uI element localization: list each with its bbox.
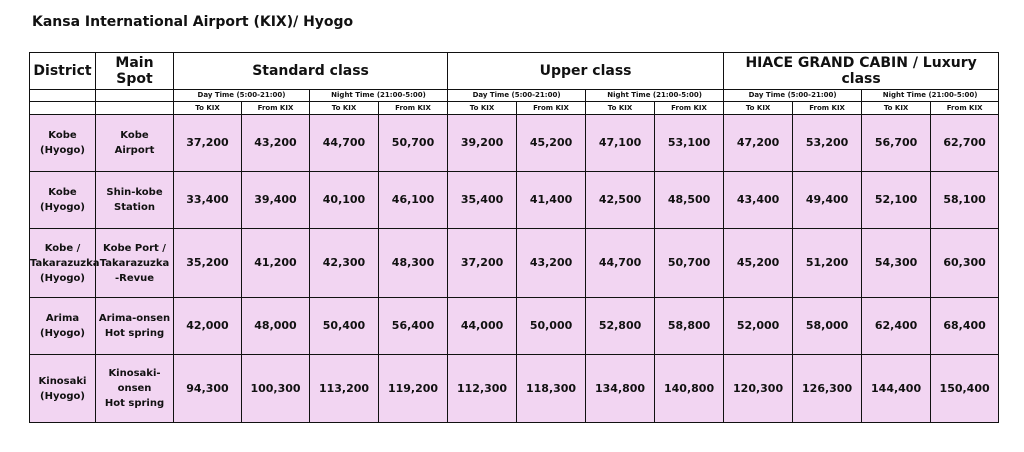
district-line: (Hyogo) [40, 272, 85, 284]
district-line: Takarazuzka [30, 257, 100, 269]
fare-cell: 112,300 [448, 355, 517, 423]
spot-line: -Revue [114, 272, 155, 284]
fare-cell: 48,000 [242, 298, 310, 355]
blank-cell [96, 102, 174, 115]
spot-line: Hot spring [104, 398, 165, 409]
day-time-header: Day Time (5:00-21:00) [448, 90, 586, 102]
to-kix-header: To KIX [448, 102, 517, 115]
fare-cell: 119,200 [379, 355, 448, 423]
fare-cell: 126,300 [793, 355, 862, 423]
fare-cell: 37,200 [448, 229, 517, 298]
fare-cell: 58,100 [931, 172, 999, 229]
district-header: District [30, 53, 96, 90]
spot-line: Kobe Port / [103, 242, 166, 254]
fare-cell: 49,400 [793, 172, 862, 229]
table-row [30, 229, 999, 298]
fare-cell: 120,300 [724, 355, 793, 423]
district-line: (Hyogo) [40, 202, 85, 213]
fare-cell: 42,300 [310, 229, 379, 298]
page-title: Kansa International Airport (KIX)/ Hyogo [32, 14, 354, 30]
fare-cell: 45,200 [724, 229, 793, 298]
to-kix-header: To KIX [174, 102, 242, 115]
fare-cell: 54,300 [862, 229, 931, 298]
fare-cell: 52,000 [724, 298, 793, 355]
district-cell [30, 172, 96, 229]
spot-line: Hot spring [104, 328, 165, 339]
table-row [30, 115, 999, 172]
fare-cell: 150,400 [931, 355, 999, 423]
blank-cell [30, 90, 96, 102]
fare-cell: 52,800 [586, 298, 655, 355]
district-line: Kobe [48, 130, 77, 141]
fare-cell: 144,400 [862, 355, 931, 423]
district-line: (Hyogo) [40, 390, 85, 402]
fare-table [29, 52, 999, 423]
spot-line: Arima-onsen [98, 313, 171, 324]
fare-cell: 41,400 [517, 172, 586, 229]
district-line: Kobe / [44, 242, 81, 254]
district-cell [30, 115, 96, 172]
spot-line: onsen [117, 383, 152, 394]
blank-cell [30, 102, 96, 115]
fare-cell: 53,100 [655, 115, 724, 172]
fare-cell: 100,300 [242, 355, 310, 423]
to-kix-header: To KIX [310, 102, 379, 115]
fare-cell: 58,000 [793, 298, 862, 355]
day-time-header: Day Time (5:00-21:00) [724, 90, 862, 102]
fare-cell: 51,200 [793, 229, 862, 298]
fare-cell: 39,200 [448, 115, 517, 172]
fare-cell: 44,000 [448, 298, 517, 355]
fare-cell: 42,000 [174, 298, 242, 355]
spot-line: Airport [114, 145, 155, 156]
spot-line: Takarazuzka [99, 257, 170, 269]
fare-cell: 68,400 [931, 298, 999, 355]
fare-cell: 44,700 [586, 229, 655, 298]
fare-cell: 50,700 [379, 115, 448, 172]
night-time-header: Night Time (21:00-5:00) [586, 90, 724, 102]
spot-line: Shin-kobe [106, 187, 163, 198]
to-kix-header: To KIX [586, 102, 655, 115]
blank-cell [96, 90, 174, 102]
fare-cell: 52,100 [862, 172, 931, 229]
fare-cell: 37,200 [174, 115, 242, 172]
main-spot-cell [96, 355, 174, 423]
spot-line: Station [114, 202, 155, 213]
fare-cell: 47,200 [724, 115, 793, 172]
fare-cell: 43,200 [517, 229, 586, 298]
fare-cell: 45,200 [517, 115, 586, 172]
from-kix-header: From KIX [517, 102, 586, 115]
fare-cell: 33,400 [174, 172, 242, 229]
main-spot-header: Main Spot [96, 53, 174, 90]
main-spot-cell [96, 172, 174, 229]
main-spot-cell [96, 298, 174, 355]
fare-cell: 140,800 [655, 355, 724, 423]
district-line: Kinosaki [38, 375, 87, 387]
fare-cell: 62,400 [862, 298, 931, 355]
fare-cell: 50,000 [517, 298, 586, 355]
fare-cell: 134,800 [586, 355, 655, 423]
fare-cell: 43,200 [242, 115, 310, 172]
spot-line: Kobe [120, 130, 149, 141]
from-kix-header: From KIX [379, 102, 448, 115]
fare-cell: 113,200 [310, 355, 379, 423]
fare-cell: 35,200 [174, 229, 242, 298]
fare-cell: 56,400 [379, 298, 448, 355]
main-spot-cell [96, 115, 174, 172]
from-kix-header: From KIX [242, 102, 310, 115]
table-row [30, 355, 999, 423]
fare-cell: 53,200 [793, 115, 862, 172]
fare-cell: 50,400 [310, 298, 379, 355]
fare-cell: 56,700 [862, 115, 931, 172]
district-line: Kobe [48, 187, 77, 198]
day-time-header: Day Time (5:00-21:00) [174, 90, 310, 102]
night-time-header: Night Time (21:00-5:00) [862, 90, 999, 102]
to-kix-header: To KIX [862, 102, 931, 115]
standard-class-header: Standard class [174, 53, 448, 90]
fare-cell: 35,400 [448, 172, 517, 229]
district-cell [30, 355, 96, 423]
district-line: (Hyogo) [40, 328, 85, 339]
main-spot-cell [96, 229, 174, 298]
fare-cell: 40,100 [310, 172, 379, 229]
fare-cell: 42,500 [586, 172, 655, 229]
table-row [30, 172, 999, 229]
fare-cell: 48,500 [655, 172, 724, 229]
to-kix-header: To KIX [724, 102, 793, 115]
fare-cell: 41,200 [242, 229, 310, 298]
from-kix-header: From KIX [655, 102, 724, 115]
from-kix-header: From KIX [931, 102, 999, 115]
fare-cell: 58,800 [655, 298, 724, 355]
fare-cell: 47,100 [586, 115, 655, 172]
district-line: Arima [45, 313, 80, 324]
spot-line: Kinosaki- [108, 368, 161, 379]
fare-cell: 46,100 [379, 172, 448, 229]
fare-cell: 50,700 [655, 229, 724, 298]
from-kix-header: From KIX [793, 102, 862, 115]
fare-cell: 39,400 [242, 172, 310, 229]
district-cell [30, 229, 100, 298]
fare-cell: 60,300 [931, 229, 999, 298]
table-row [30, 298, 999, 355]
luxury-class-header: HIACE GRAND CABIN / Luxury class [724, 53, 999, 90]
district-cell [30, 298, 96, 355]
upper-class-header: Upper class [448, 53, 724, 90]
district-line: (Hyogo) [40, 145, 85, 156]
fare-cell: 62,700 [931, 115, 999, 172]
fare-cell: 43,400 [724, 172, 793, 229]
fare-cell: 94,300 [174, 355, 242, 423]
fare-cell: 118,300 [517, 355, 586, 423]
fare-cell: 44,700 [310, 115, 379, 172]
fare-table-body [30, 115, 999, 423]
night-time-header: Night Time (21:00-5:00) [310, 90, 448, 102]
fare-cell: 48,300 [379, 229, 448, 298]
